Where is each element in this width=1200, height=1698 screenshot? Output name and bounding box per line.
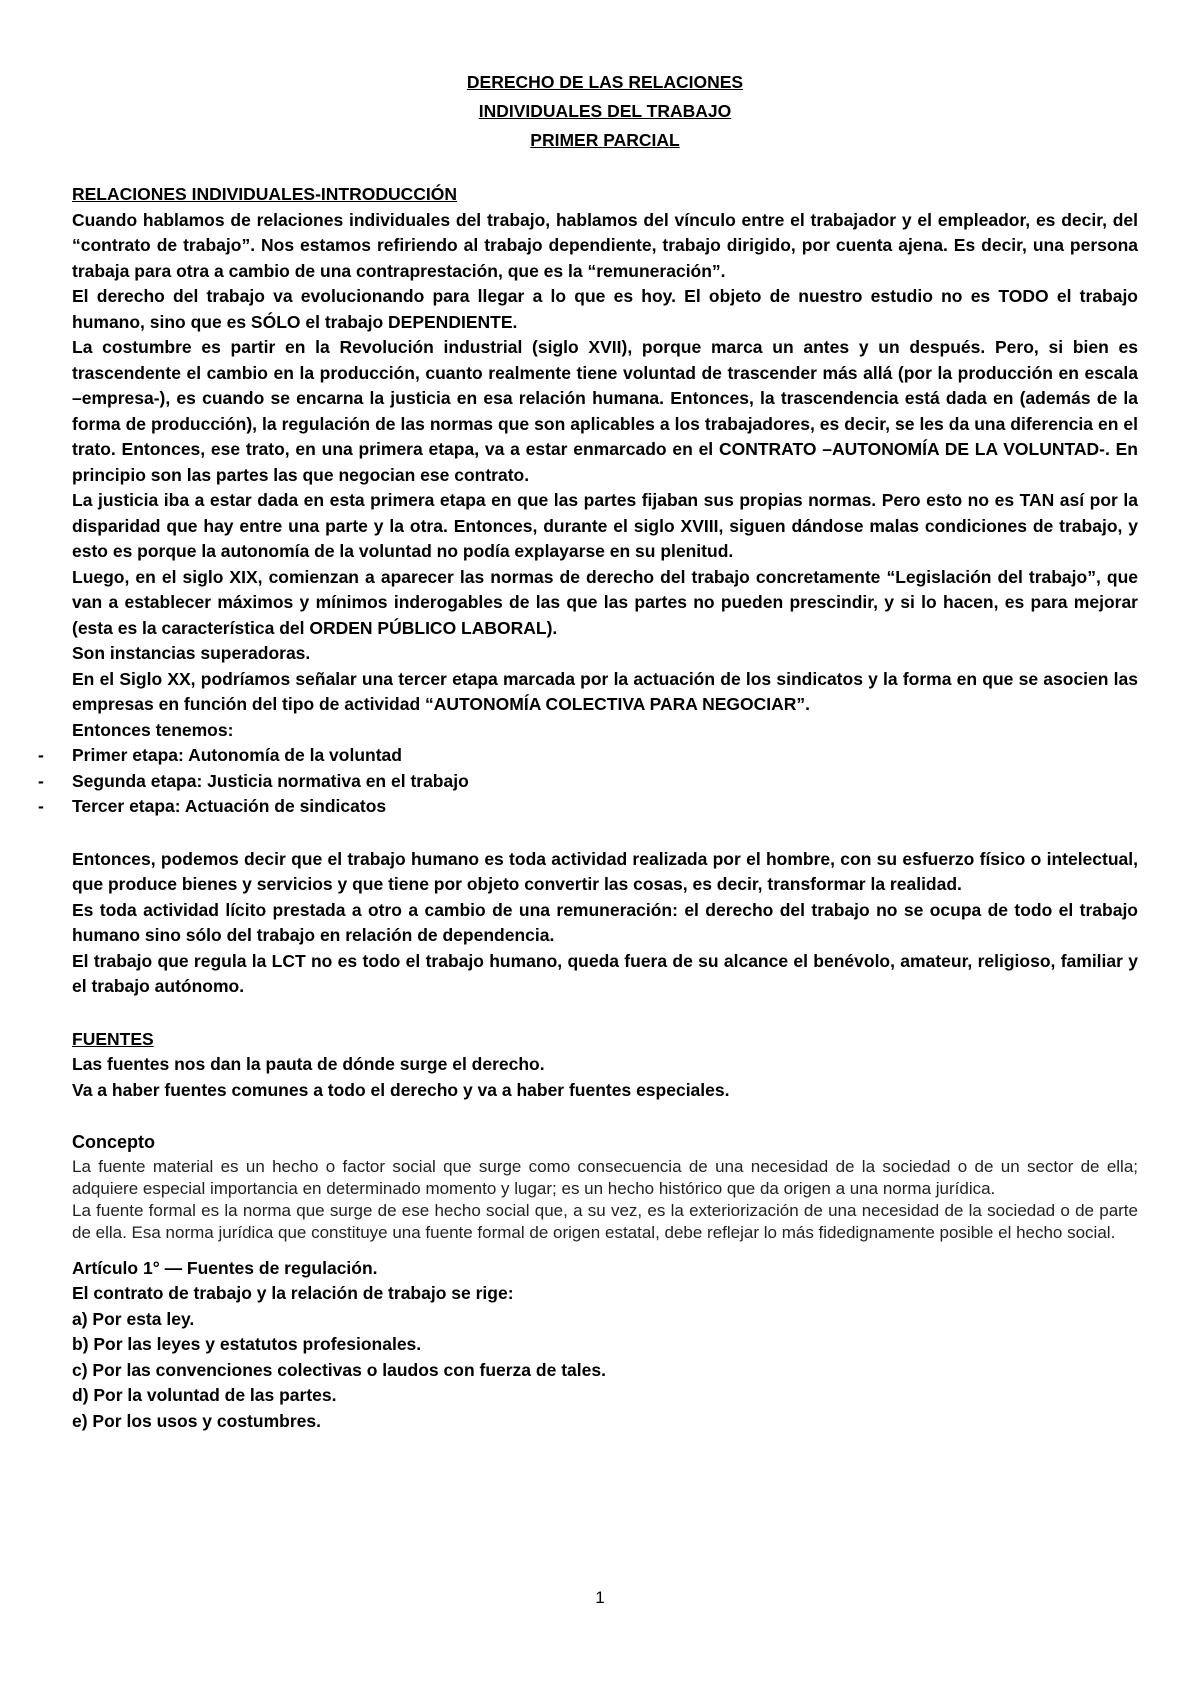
articulo-item: b) Por las leyes y estatutos profesionales. xyxy=(72,1334,422,1354)
list-item xyxy=(38,743,1138,769)
stages-list xyxy=(38,743,1138,820)
articulo-section xyxy=(72,1256,1138,1435)
concepto-paragraph: La fuente formal es la norma que surge de ese hecho social que, a su vez, es la exteriorización de una necesidad de la sociedad o de parte de ella. Esa norma jurídica que constituye una fuente formal de origen estatal, debe reflejar lo más fidedignamente posible el hecho social. xyxy=(72,1200,1138,1242)
intro-paragraph: Cuando hablamos de relaciones individuales del trabajo, hablamos del vínculo entre el trabajador y el empleador, es decir, del “contrato de trabajo”. Nos estamos refiriendo al trabajo dependiente, trabajo dirigido, por cuenta ajena. Es decir, una persona trabaja para otra a cambio de una contraprestación, que es la “remuneración”. xyxy=(72,209,1138,281)
articulo-item: e) Por los usos y costumbres. xyxy=(72,1410,321,1431)
articulo-item: c) Por las convenciones colectivas o laudos con fuerza de tales. xyxy=(72,1359,606,1380)
concepto-paragraph: La fuente material es un hecho o factor social que surge como consecuencia de una necesidad de la sociedad o de un sector de ella; adquiere especial importancia en determinado momento y lugar; es un hecho histórico que da origen a una norma jurídica. xyxy=(72,1156,1138,1198)
conclusion-paragraph: Es toda actividad lícito prestada a otro a cambio de una remuneración: el derecho del trabajo no se ocupa de todo el trabajo humano sino sólo del trabajo en relación de dependencia. xyxy=(72,899,1138,945)
concepto-heading: Concepto xyxy=(72,1132,155,1152)
conclusion-paragraph: El trabajo que regula la LCT no es todo el trabajo humano, queda fuera de su alcance el benévolo, amateur, religioso, familiar y el trabajo autónomo. xyxy=(72,950,1138,996)
intro-paragraph: Entonces tenemos: xyxy=(72,719,234,740)
concepto-section xyxy=(72,1130,1138,1244)
list-item xyxy=(38,794,1138,820)
fuentes-line: Las fuentes nos dan la pauta de dónde surge el derecho. xyxy=(72,1054,545,1074)
dash-bullet: - xyxy=(38,770,44,791)
intro-paragraph: El derecho del trabajo va evolucionando para llegar a lo que es hoy. El objeto de nuestro estudio no es TODO el trabajo humano, sino que es SÓLO el trabajo DEPENDIENTE. xyxy=(72,286,1138,332)
doc-title-line-1: DERECHO DE LAS RELACIONES xyxy=(466,72,744,92)
document-page xyxy=(38,68,1138,1434)
intro-paragraph: Son instancias superadoras. xyxy=(72,643,311,663)
articulo-title: Artículo 1° — Fuentes de regulación. xyxy=(72,1257,378,1278)
page-number: 1 xyxy=(595,1588,605,1607)
intro-paragraph: La costumbre es partir en la Revolución industrial (siglo XVII), porque marca un antes y un después. Pero, si bien es trascendente el cambio en la producción, cuanto realmente tiene voluntad de trascender más allá (por la producción en escala –empresa-), es cuando se encarna la justicia en esa relación humana. Entonces, la trascendencia está dada en (además de la forma de producción), la regulación de las normas que son aplicables a los trabajadores, es decir, se les da una diferencia en el trato. Entonces, ese trato, en una primera etapa, va a estar enmarcado en el CONTRATO –AUTONOMÍA DE LA VOLUNTAD-. En principio son las partes las que negocian ese contrato. xyxy=(72,337,1138,485)
stage-text: Primer etapa: Autonomía de la voluntad xyxy=(72,745,402,765)
articulo-intro: El contrato de trabajo y la relación de trabajo se rige: xyxy=(72,1283,514,1303)
doc-title-line-2: INDIVIDUALES DEL TRABAJO xyxy=(478,101,732,121)
fuentes-line: Va a haber fuentes comunes a todo el derecho y va a haber fuentes especiales. xyxy=(72,1079,730,1100)
articulo-item: d) Por la voluntad de las partes. xyxy=(72,1385,337,1405)
dash-bullet: - xyxy=(38,745,44,765)
intro-paragraph: La justicia iba a estar dada en esta primera etapa en que las partes fijaban sus propias normas. Pero esto no es TAN así por la disparidad que hay entre una parte y la otra. Entonces, durante el siglo XVIII, siguen dándose malas condiciones de trabajo, y esto es porque la autonomía de la voluntad no podía explayarse en su plenitud. xyxy=(72,490,1138,561)
doc-title-line-3: PRIMER PARCIAL xyxy=(530,130,680,150)
fuentes-heading: FUENTES xyxy=(72,1028,154,1049)
list-item xyxy=(38,769,1138,795)
stage-text: Tercer etapa: Actuación de sindicatos xyxy=(72,796,387,816)
intro-heading: RELACIONES INDIVIDUALES-INTRODUCCIÓN xyxy=(72,184,458,204)
dash-bullet: - xyxy=(38,796,44,816)
conclusion-paragraph: Entonces, podemos decir que el trabajo humano es toda actividad realizada por el hombre, con su esfuerzo físico o intelectual, que produce bienes y servicios y que tiene por objeto convertir las cosas, es decir, transformar la realidad. xyxy=(72,848,1138,894)
intro-paragraph: Luego, en el siglo XIX, comienzan a aparecer las normas de derecho del trabajo concretamente “Legislación del trabajo”, que van a establecer máximos y mínimos inderogables de las que las partes no pueden prescindir, y si lo hacen, es para mejorar (esta es la característica del ORDEN PÚBLICO LABORAL). xyxy=(72,566,1138,638)
stage-text: Segunda etapa: Justicia normativa en el trabajo xyxy=(72,770,469,791)
intro-paragraph: En el Siglo XX, podríamos señalar una tercer etapa marcada por la actuación de los sindicatos y la forma en que se asocien las empresas en función del tipo de actividad “AUTONOMÍA COLECTIVA PARA NEGOCIAR”. xyxy=(72,668,1138,714)
articulo-item: a) Por esta ley. xyxy=(72,1308,195,1329)
